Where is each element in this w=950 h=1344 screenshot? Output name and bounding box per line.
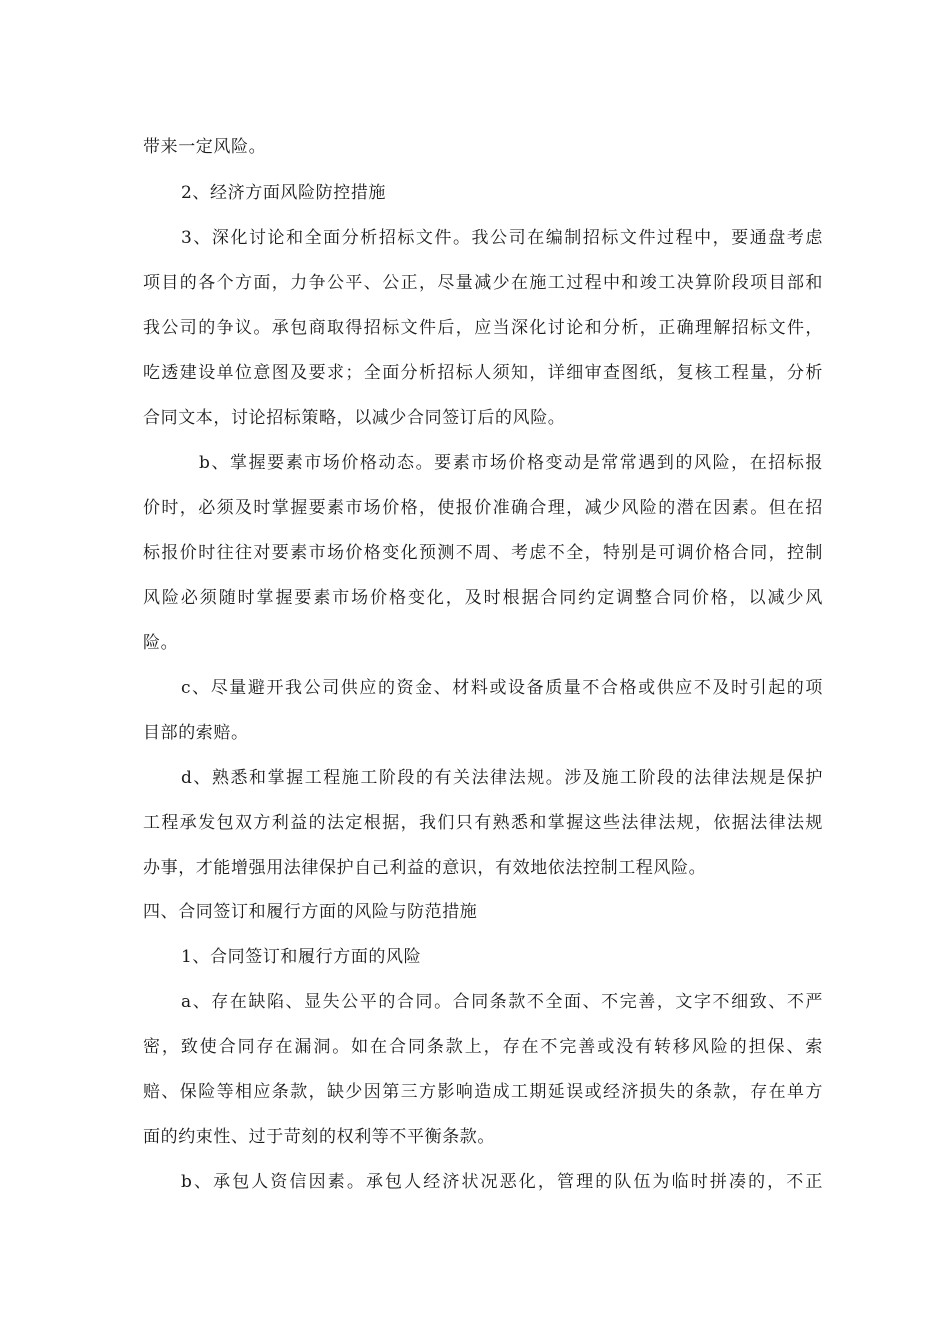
subsection-heading: 1、合同签订和履行方面的风险: [181, 947, 422, 967]
text-line: 带来一定风险。: [143, 137, 267, 157]
paragraph-line: b、掌握要素市场价格动态。要素市场价格变动是常常遇到的风险，在招标报: [199, 453, 823, 473]
section-heading: 2、经济方面风险防控措施: [181, 183, 387, 203]
paragraph-line: 办事，才能增强用法律保护自己利益的意识，有效地依法控制工程风险。: [143, 858, 707, 878]
section-heading: 四、合同签订和履行方面的风险与防范措施: [143, 902, 478, 922]
paragraph-line: 3、深化讨论和全面分析招标文件。我公司在编制招标文件过程中，要通盘考虑: [181, 228, 823, 248]
paragraph-line: 吃透建设单位意图及要求；全面分析招标人须知，详细审查图纸，复核工程量，分析: [143, 363, 823, 383]
paragraph-line: 风险必须随时掌握要素市场价格变化，及时根据合同约定调整合同价格，以减少风: [143, 588, 823, 608]
paragraph-line: 目部的索赔。: [143, 723, 249, 743]
paragraph-line: a、存在缺陷、显失公平的合同。合同条款不全面、不完善，文字不细致、不严: [181, 992, 823, 1012]
paragraph-line: 工程承发包双方利益的法定根据，我们只有熟悉和掌握这些法律法规，依据法律法规: [143, 813, 823, 833]
paragraph-line: 密，致使合同存在漏洞。如在合同条款上，存在不完善或没有转移风险的担保、索: [143, 1037, 823, 1057]
paragraph-line: b、承包人资信因素。承包人经济状况恶化，管理的队伍为临时拼凑的，不正: [181, 1172, 823, 1192]
paragraph-line: 标报价时往往对要素市场价格变化预测不周、考虑不全，特别是可调价格合同，控制: [143, 543, 823, 563]
paragraph-line: 赔、保险等相应条款，缺少因第三方影响造成工期延误或经济损失的条款，存在单方: [143, 1082, 823, 1102]
paragraph-line: 险。: [143, 633, 179, 653]
paragraph-line: 面的约束性、过于苛刻的权利等不平衡条款。: [143, 1127, 495, 1147]
paragraph-line: 合同文本，讨论招标策略，以减少合同签订后的风险。: [143, 408, 566, 428]
paragraph-line: 价时，必须及时掌握要素市场价格，使报价准确合理，减少风险的潜在因素。但在招: [143, 498, 823, 518]
paragraph-line: 项目的各个方面，力争公平、公正，尽量减少在施工过程中和竣工决算阶段项目部和: [143, 273, 823, 293]
paragraph-line: 我公司的争议。承包商取得招标文件后，应当深化讨论和分析，正确理解招标文件，: [143, 318, 823, 338]
paragraph-line: c、尽量避开我公司供应的资金、材料或设备质量不合格或供应不及时引起的项: [181, 678, 823, 698]
paragraph-line: d、熟悉和掌握工程施工阶段的有关法律法规。涉及施工阶段的法律法规是保护: [181, 768, 823, 788]
